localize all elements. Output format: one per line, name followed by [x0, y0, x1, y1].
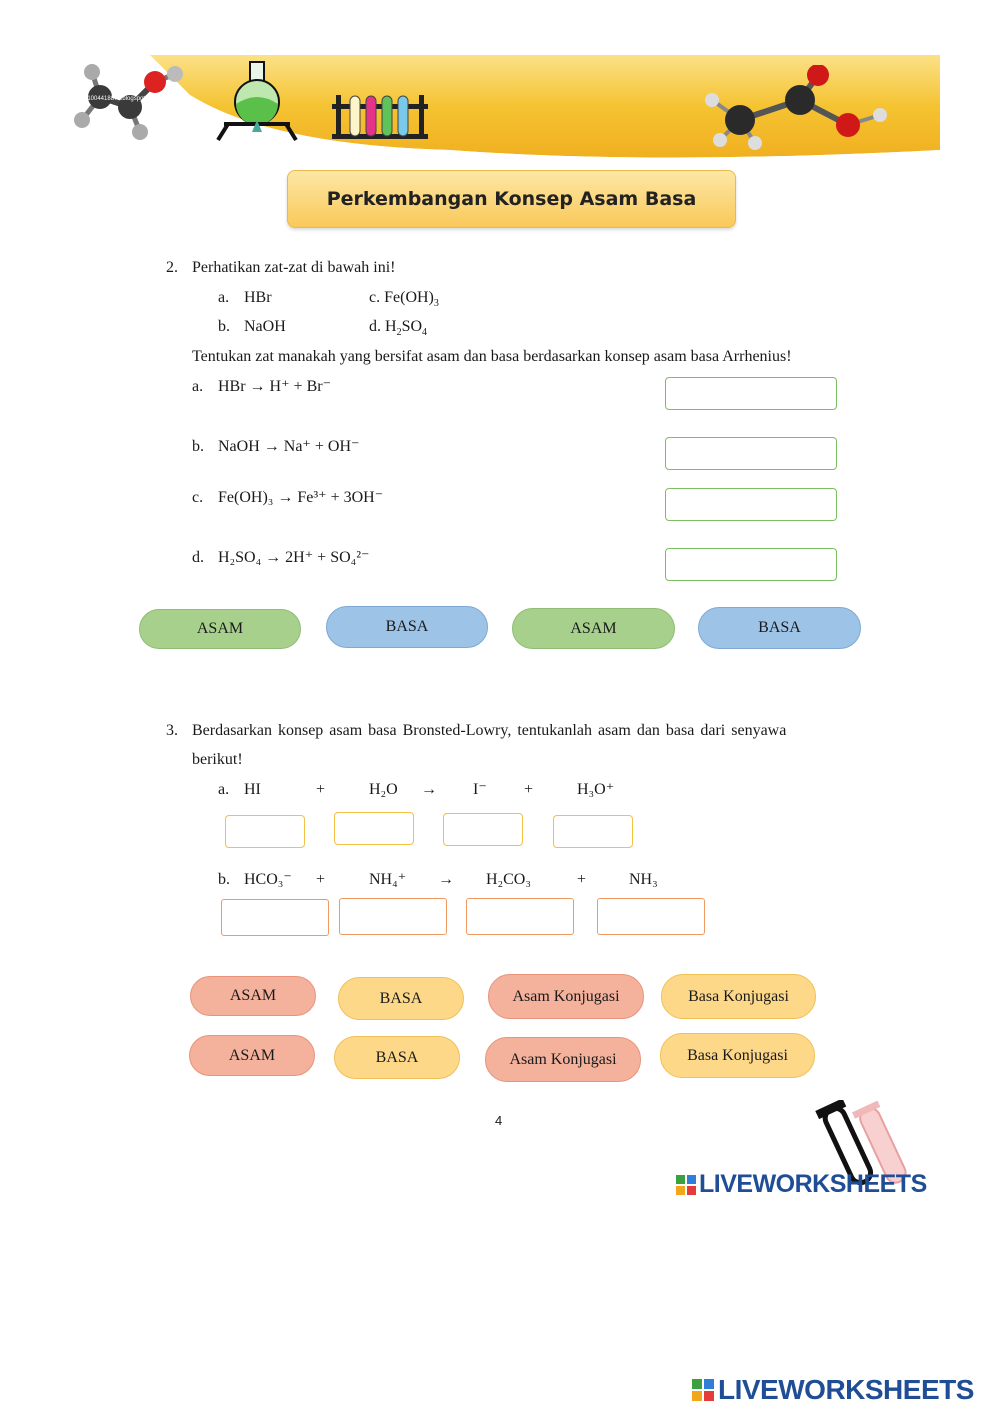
liveworksheets-brand-bottom: LIVEWORKSHEETS: [718, 1374, 974, 1405]
q2-option-asam-2[interactable]: ASAM: [512, 608, 675, 649]
q3-eq-a-term-4: H₃O⁺: [577, 781, 615, 798]
q3-eq-a-plus-2: +: [524, 781, 534, 798]
q3-intro-line2: berikut!: [192, 751, 243, 768]
q2-sub-d: d. $H_2SO_4$: [369, 318, 428, 339]
q2-reaction-d-label: d.: [192, 549, 204, 566]
q2-intro: Perhatikan zat-zat di bawah ini!: [192, 259, 396, 276]
q2-reaction-d: H₂SO₄ → 2H⁺ + SO₄²⁻: [218, 549, 370, 566]
q2-sub-a-label: a.: [218, 289, 230, 306]
q2-answer-box-a[interactable]: [665, 377, 837, 410]
q3-eq-b-term-4: NH₃: [629, 871, 658, 888]
q3-eq-a-answer-box-3[interactable]: [443, 813, 523, 846]
molecule-image-left: [70, 62, 190, 142]
q3-intro-line1: Berdasarkan konsep asam basa Bronsted-Lowry, tentukanlah asam dan basa dari senyawa: [192, 722, 787, 739]
q2-answer-box-c[interactable]: [665, 488, 837, 521]
q3-eq-a-label: a.: [218, 781, 230, 798]
q2-option-basa-1[interactable]: BASA: [326, 606, 488, 648]
q3-option-basa-konjugasi-1[interactable]: Basa Konjugasi: [661, 974, 816, 1019]
q2-reaction-a: HBr → H⁺ + Br⁻: [218, 378, 332, 395]
q3-option-basa-1[interactable]: BASA: [338, 977, 464, 1020]
q3-eq-b-answer-box-1[interactable]: [221, 899, 329, 936]
test-tubes-image: [330, 90, 430, 142]
q3-option-basa-konjugasi-2[interactable]: Basa Konjugasi: [660, 1033, 815, 1078]
liveworksheets-logo-bottom[interactable]: [692, 1374, 974, 1406]
q3-option-asam-konjugasi-2[interactable]: Asam Konjugasi: [485, 1037, 641, 1082]
q3-option-asam-1[interactable]: ASAM: [190, 976, 316, 1016]
q2-option-basa-2[interactable]: BASA: [698, 607, 861, 649]
q2-number: 2.: [166, 259, 178, 276]
q2-sub-b-label: b.: [218, 318, 230, 335]
liveworksheets-brand-page: LIVEWORKSHEETS: [699, 1170, 927, 1198]
q3-eq-b-answer-box-4[interactable]: [597, 898, 705, 935]
q3-eq-a-answer-box-4[interactable]: [553, 815, 633, 848]
q3-eq-a-term-3: I⁻: [473, 781, 487, 798]
q3-eq-a-answer-box-1[interactable]: [225, 815, 305, 848]
q2-sub-a: HBr: [244, 289, 272, 306]
q3-eq-b-plus-2: +: [577, 871, 587, 888]
q2-option-asam-1[interactable]: ASAM: [139, 609, 301, 649]
q2-reaction-a-label: a.: [192, 378, 204, 395]
q3-eq-a-term-1: HI: [244, 781, 261, 798]
watermark-text: e1004418873.blogspot.com: [84, 96, 159, 102]
q3-option-asam-2[interactable]: ASAM: [189, 1035, 315, 1076]
q2-reaction-b-label: b.: [192, 438, 204, 455]
q3-option-asam-konjugasi-1[interactable]: Asam Konjugasi: [488, 974, 644, 1019]
liveworksheets-grid-icon-bottom: [692, 1379, 714, 1401]
q3-eq-a-arrow: →: [421, 781, 437, 798]
q3-number: 3.: [166, 722, 178, 739]
q3-eq-a-term-2: H₂O: [369, 781, 398, 798]
page-title: Perkembangan Konsep Asam Basa: [287, 170, 736, 228]
q3-option-basa-2[interactable]: BASA: [334, 1036, 460, 1079]
q3-eq-b-answer-box-2[interactable]: [339, 898, 447, 935]
molecule-image-right: [700, 65, 900, 150]
q3-eq-b-term-1: HCO₃⁻: [244, 871, 292, 888]
q3-eq-b-label: b.: [218, 871, 230, 888]
q3-eq-b-answer-box-3[interactable]: [466, 898, 574, 935]
q2-reaction-b: NaOH → Na⁺ + OH⁻: [218, 438, 360, 455]
liveworksheets-logo-page: [676, 1170, 927, 1199]
q3-eq-b-term-2: NH₄⁺: [369, 871, 407, 888]
q2-sub-b: NaOH: [244, 318, 286, 335]
q3-eq-b-arrow: →: [438, 871, 454, 888]
q3-eq-a-answer-box-2[interactable]: [334, 812, 414, 845]
liveworksheets-grid-icon: [676, 1175, 696, 1195]
page-number: 4: [495, 1113, 503, 1128]
flask-image: [212, 60, 302, 142]
q2-reaction-c: Fe(OH)₃ → Fe³⁺ + 3OH⁻: [218, 489, 384, 506]
q2-sub-c: c. $Fe(OH)_3$: [369, 289, 439, 310]
q3-eq-a-plus-1: +: [316, 781, 326, 798]
q3-eq-b-plus-1: +: [316, 871, 326, 888]
q2-answer-box-b[interactable]: [665, 437, 837, 470]
q2-answer-box-d[interactable]: [665, 548, 837, 581]
q2-instruction: Tentukan zat manakah yang bersifat asam dan basa berdasarkan konsep asam basa Arrhenius!: [192, 348, 792, 365]
q2-reaction-c-label: c.: [192, 489, 204, 506]
q3-eq-b-term-3: H₂CO₃: [486, 871, 531, 888]
